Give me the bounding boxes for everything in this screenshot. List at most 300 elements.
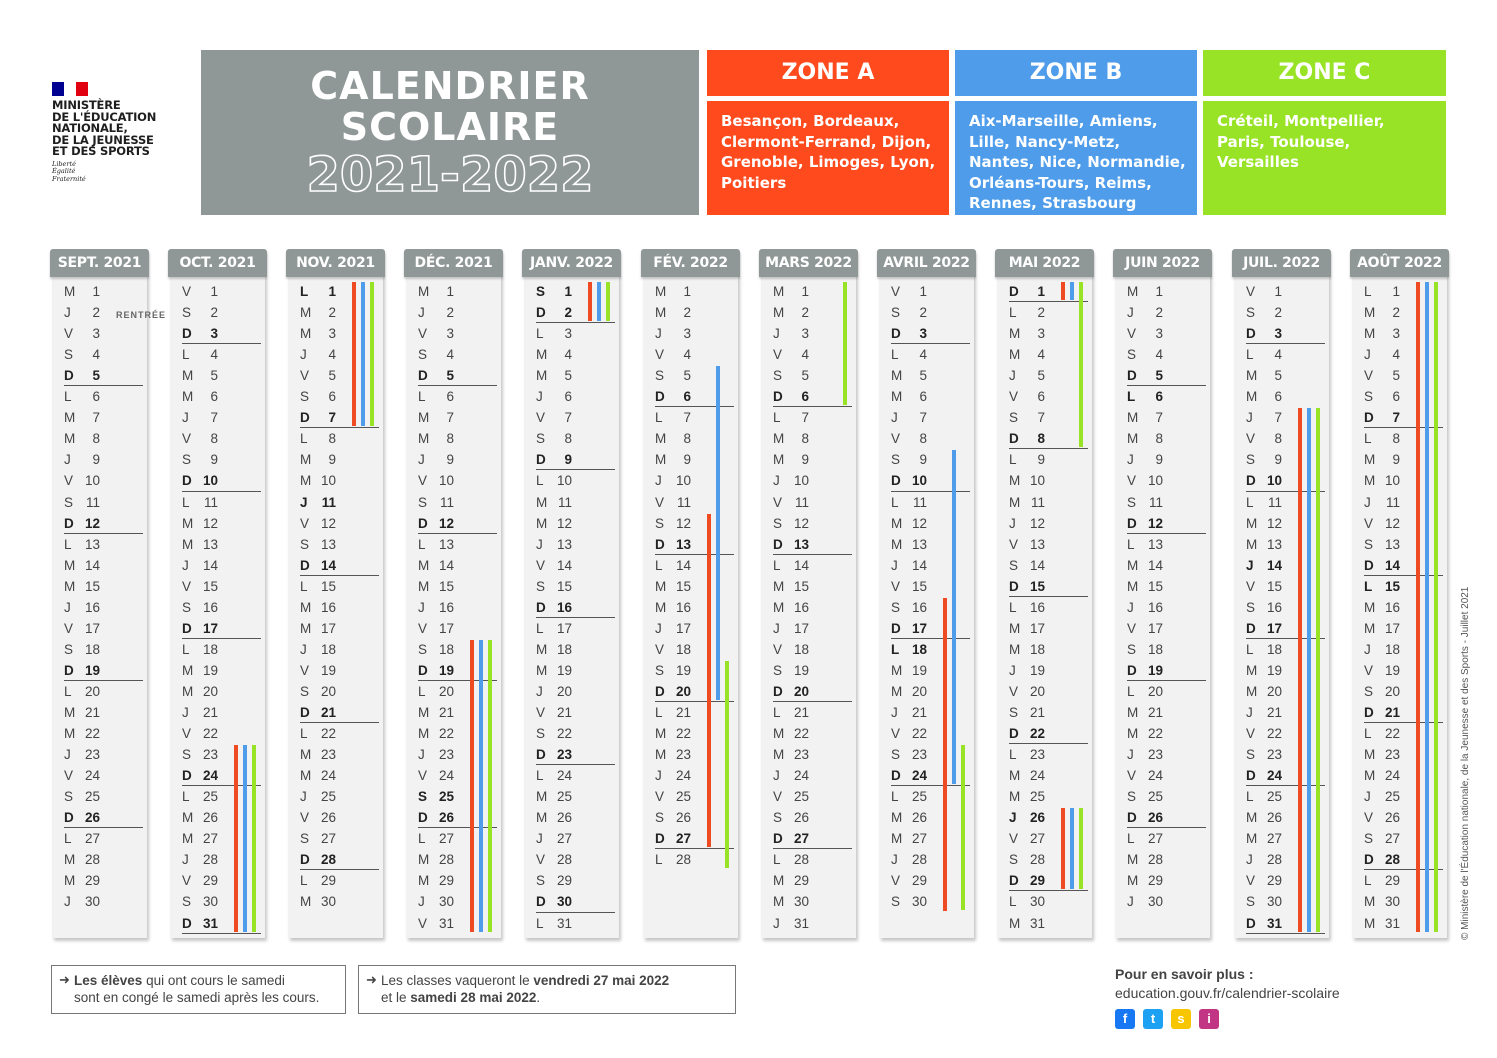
day-row: V 13 xyxy=(1009,536,1045,552)
day-row: M 12 xyxy=(536,515,572,531)
day-row: S 11 xyxy=(64,494,100,510)
day-row: J 2 RENTRÉE xyxy=(64,302,100,323)
day-row: D 26 xyxy=(64,810,100,826)
day-row: D 19 xyxy=(64,662,100,678)
day-row: M 19 xyxy=(891,662,927,678)
vacation-bar xyxy=(1298,408,1302,931)
day-row: V 22 xyxy=(182,726,218,742)
title-line-2: SCOLAIRE xyxy=(340,105,560,149)
day-row: M 28 xyxy=(418,852,454,868)
day-row: M 22 xyxy=(655,726,691,742)
day-row: S 18 xyxy=(64,641,100,657)
day-row: J 2 xyxy=(1127,305,1163,321)
day-row: M 22 xyxy=(1127,726,1163,742)
day-row: S 4 xyxy=(1127,347,1163,363)
day-row: M 4 xyxy=(1009,347,1045,363)
day-row: V 5 xyxy=(300,368,336,384)
day-row: J 20 xyxy=(536,683,572,699)
day-row: L 18 xyxy=(1246,641,1282,657)
vacation-bar xyxy=(943,598,947,911)
day-row: J 25 xyxy=(300,789,336,805)
day-row: V 15 xyxy=(182,578,218,594)
day-row: J 30 xyxy=(64,894,100,910)
note-text: qui ont cours le samedi xyxy=(142,973,285,988)
day-row: D 27 xyxy=(655,831,691,847)
day-row: J 14 xyxy=(891,557,927,573)
day-row: M 2 xyxy=(773,305,809,321)
vacation-bar xyxy=(1061,808,1065,889)
day-row: S 13 xyxy=(300,536,336,552)
note-text: Les classes vaqueront le xyxy=(381,973,534,988)
day-row: J 11 xyxy=(300,494,336,510)
day-row: V 26 xyxy=(300,810,336,826)
month-header: MAI 2022 xyxy=(995,249,1094,277)
day-row: M 28 xyxy=(1127,852,1163,868)
day-row: M 18 xyxy=(536,641,572,657)
vacation-bar xyxy=(843,282,847,405)
day-row: M 1 xyxy=(655,284,691,299)
day-row: S 21 xyxy=(1009,705,1045,720)
day-row: M 30 xyxy=(300,894,336,910)
day-row: S 16 xyxy=(891,599,927,615)
day-row: M 7 xyxy=(64,410,100,426)
day-row: L 6 xyxy=(418,389,454,405)
day-row: M 1 xyxy=(64,284,100,299)
day-row: S 15 xyxy=(536,578,572,594)
day-row: V 18 xyxy=(655,641,691,657)
day-row: M 5 xyxy=(891,368,927,384)
day-row: L 14 xyxy=(773,557,809,573)
day-row: D 19 xyxy=(418,662,454,678)
day-row: J 26 xyxy=(1009,810,1045,826)
republic-flag-icon xyxy=(52,82,88,96)
day-row: L 25 xyxy=(182,789,218,805)
day-row: V 25 xyxy=(655,789,691,805)
day-row: S 16 xyxy=(1246,599,1282,615)
month-column xyxy=(879,250,974,938)
day-row: J 9 xyxy=(1127,452,1163,468)
day-row: L 10 xyxy=(536,473,572,489)
note-bold-date-2: samedi 28 mai 2022 xyxy=(410,990,537,1005)
day-row: S 9 xyxy=(891,452,927,468)
day-row: M 5 xyxy=(1246,368,1282,384)
day-row: S 6 xyxy=(1364,389,1400,405)
vacation-bar xyxy=(588,282,592,321)
day-row: M 5 xyxy=(536,368,572,384)
day-row: S 22 xyxy=(536,726,572,742)
day-row: L 28 xyxy=(773,852,809,868)
day-row: S 14 xyxy=(1009,557,1045,573)
day-row: D 21 xyxy=(1364,705,1400,720)
vacation-bar xyxy=(1070,282,1074,300)
day-row: V 17 xyxy=(1127,620,1163,636)
day-row: S 29 xyxy=(536,873,572,889)
day-row: D 21 xyxy=(300,705,336,720)
bridge-note xyxy=(358,965,736,1014)
twitter-icon[interactable]: t xyxy=(1143,1009,1163,1029)
day-row: M 8 xyxy=(418,431,454,447)
day-row: J 4 xyxy=(1364,347,1400,363)
day-row: M 17 xyxy=(1009,620,1045,636)
day-row: D 12 xyxy=(64,515,100,531)
day-row: V 11 xyxy=(773,494,809,510)
day-row: D 12 xyxy=(418,515,454,531)
month-header: MARS 2022 xyxy=(759,249,858,277)
vacation-bar xyxy=(1425,282,1429,932)
day-row: S 30 xyxy=(1246,894,1282,910)
day-row: M 26 xyxy=(1246,810,1282,826)
day-row: S 9 xyxy=(1246,452,1282,468)
instagram-icon[interactable]: i xyxy=(1199,1009,1219,1029)
day-row: V 1 xyxy=(182,284,218,299)
vacation-bar xyxy=(479,640,483,932)
day-row: V 8 xyxy=(891,431,927,447)
day-row: L 21 xyxy=(655,705,691,720)
month-header: FÉV. 2022 xyxy=(641,249,740,277)
day-row: M 2 xyxy=(655,305,691,321)
month-column xyxy=(1234,250,1329,938)
day-row: M 25 xyxy=(1009,789,1045,805)
day-row: J 24 xyxy=(773,768,809,784)
day-row: M 6 xyxy=(1246,389,1282,405)
day-row: V 8 xyxy=(182,431,218,447)
day-row: M 15 xyxy=(1127,578,1163,594)
day-row: L 16 xyxy=(1009,599,1045,615)
month-header: OCT. 2021 xyxy=(168,249,267,277)
day-row: M 30 xyxy=(773,894,809,910)
social-links xyxy=(1115,1009,1219,1029)
day-row: M 8 xyxy=(773,431,809,447)
day-row: M 23 xyxy=(1364,747,1400,763)
ministry-name: MINISTÈRE DE L'ÉDUCATION NATIONALE, DE LA JEUNESSE ET DES SPORTS xyxy=(52,98,157,158)
day-row: S 27 xyxy=(300,831,336,847)
day-row: D 8 xyxy=(1009,431,1045,447)
day-row: J 30 xyxy=(418,894,454,910)
day-row: D 20 xyxy=(655,683,691,699)
day-row: V 17 xyxy=(418,620,454,636)
day-row: J 17 xyxy=(773,620,809,636)
day-row: M 23 xyxy=(655,747,691,763)
day-row: D 20 xyxy=(773,683,809,699)
day-row: D 16 xyxy=(536,599,572,615)
week-separator xyxy=(182,933,261,934)
day-row: M 16 xyxy=(1364,599,1400,615)
month-header: AOÛT 2022 xyxy=(1350,249,1449,277)
month-column xyxy=(288,250,383,938)
month-column xyxy=(524,250,619,938)
day-row: S 30 xyxy=(182,894,218,910)
month-column xyxy=(1115,250,1210,938)
day-row: J 18 xyxy=(300,641,336,657)
day-row: J 30 xyxy=(1127,894,1163,910)
day-row: S 9 xyxy=(182,452,218,468)
day-row: D 31 xyxy=(182,915,218,931)
day-row: V 7 xyxy=(536,410,572,426)
day-row: D 5 xyxy=(64,368,100,384)
day-row: L 13 xyxy=(1127,536,1163,552)
day-row: J 11 xyxy=(1364,494,1400,510)
month-header: NOV. 2021 xyxy=(286,249,385,277)
arrow-right-icon: ➜ xyxy=(59,972,70,987)
month-column xyxy=(52,250,167,938)
day-row: M 14 xyxy=(1127,557,1163,573)
day-row: V 18 xyxy=(773,641,809,657)
day-row: J 16 xyxy=(64,599,100,615)
day-row: J 2 xyxy=(418,305,454,321)
day-row: M 17 xyxy=(300,620,336,636)
day-row: D 13 xyxy=(655,536,691,552)
week-separator xyxy=(1246,933,1325,934)
day-row: D 10 xyxy=(182,473,218,489)
day-row: M 15 xyxy=(655,578,691,594)
day-row: D 28 xyxy=(300,852,336,868)
vacation-bar xyxy=(961,745,965,910)
day-row: M 15 xyxy=(773,578,809,594)
day-row: L 20 xyxy=(1127,683,1163,699)
day-row: L 31 xyxy=(536,915,572,931)
day-row: S 30 xyxy=(891,894,927,910)
day-row: S 18 xyxy=(1127,641,1163,657)
more-info-link[interactable]: education.gouv.fr/calendrier-scolaire xyxy=(1115,985,1340,1001)
day-row: M 2 xyxy=(1364,305,1400,321)
copyright: © Ministère de l'Éducation nationale, de la Jeunesse et des Sports - Juillet 2021 xyxy=(1460,586,1471,940)
day-row: V 29 xyxy=(1246,873,1282,889)
day-row: J 16 xyxy=(1127,599,1163,615)
day-row: S 5 xyxy=(773,368,809,384)
vacation-bar xyxy=(370,282,374,426)
month-header: JUIL. 2022 xyxy=(1232,249,1331,277)
day-row: M 12 xyxy=(891,515,927,531)
day-row: D 3 xyxy=(891,326,927,342)
day-row: L 11 xyxy=(182,494,218,510)
day-row: L 11 xyxy=(1246,494,1282,510)
day-row: D 23 xyxy=(536,747,572,763)
day-row: S 4 xyxy=(418,347,454,363)
day-row: M 22 xyxy=(773,726,809,742)
day-row: S 11 xyxy=(1127,494,1163,510)
day-row: V 10 xyxy=(64,473,100,489)
day-row: D 5 xyxy=(418,368,454,384)
title-block xyxy=(201,50,699,215)
day-row: D 7 xyxy=(1364,410,1400,426)
day-row: V 29 xyxy=(891,873,927,889)
snapchat-icon[interactable]: s xyxy=(1171,1009,1191,1029)
day-row: V 26 xyxy=(1364,810,1400,826)
day-row: L 27 xyxy=(64,831,100,847)
day-row: L 1 xyxy=(1364,284,1400,299)
day-row: M 24 xyxy=(1364,768,1400,784)
day-row: L 4 xyxy=(1246,347,1282,363)
day-row: J 7 xyxy=(182,410,218,426)
day-row: S 11 xyxy=(418,494,454,510)
day-row: D 3 xyxy=(1246,326,1282,342)
vacation-bar xyxy=(361,282,365,426)
day-row: M 29 xyxy=(418,873,454,889)
day-row: S 19 xyxy=(655,662,691,678)
day-row: D 19 xyxy=(1127,662,1163,678)
day-row: J 3 xyxy=(655,326,691,342)
day-row: L 2 xyxy=(1009,305,1045,321)
day-row: S 25 xyxy=(1127,789,1163,805)
vacation-bar xyxy=(1434,282,1438,932)
day-row: L 8 xyxy=(1364,431,1400,447)
day-row: L 28 xyxy=(655,852,691,868)
day-row: S 16 xyxy=(182,599,218,615)
day-row: V 15 xyxy=(1246,578,1282,594)
day-row: D 29 xyxy=(1009,873,1045,889)
day-row: S 20 xyxy=(1364,683,1400,699)
day-row: M 2 xyxy=(300,305,336,321)
month-header: SEPT. 2021 xyxy=(50,249,149,277)
day-row: D 26 xyxy=(1127,810,1163,826)
vacation-bar xyxy=(707,514,711,848)
more-info-label: Pour en savoir plus : xyxy=(1115,966,1254,982)
day-row: L 13 xyxy=(418,536,454,552)
day-row: M 24 xyxy=(1009,768,1045,784)
day-row: V 1 xyxy=(891,284,927,299)
day-row: M 22 xyxy=(418,726,454,742)
vacation-bar xyxy=(234,745,238,931)
day-row: S 2 xyxy=(891,305,927,321)
day-row: D 28 xyxy=(1364,852,1400,868)
day-row: J 12 xyxy=(1009,515,1045,531)
day-row: L 7 xyxy=(773,410,809,426)
day-row: L 6 xyxy=(1127,389,1163,405)
day-row: J 19 xyxy=(1009,662,1045,678)
month-column xyxy=(170,250,265,938)
facebook-icon[interactable]: f xyxy=(1115,1009,1135,1029)
vacation-bar xyxy=(1079,808,1083,889)
day-row: M 7 xyxy=(418,410,454,426)
day-row: V 24 xyxy=(64,768,100,784)
day-row: M 15 xyxy=(418,578,454,594)
day-row: V 29 xyxy=(182,873,218,889)
vacation-bar xyxy=(952,450,956,784)
day-row: L 30 xyxy=(1009,894,1045,910)
title-line-1: CALENDRIER xyxy=(310,64,590,108)
day-row: J 5 xyxy=(1009,368,1045,384)
day-row: M 10 xyxy=(300,473,336,489)
day-row: D 13 xyxy=(773,536,809,552)
day-row: D 7 xyxy=(300,410,336,426)
day-row: M 14 xyxy=(64,557,100,573)
day-row: D 31 xyxy=(1246,915,1282,931)
day-row: V 15 xyxy=(891,578,927,594)
day-row: M 19 xyxy=(536,662,572,678)
day-row: V 3 xyxy=(1127,326,1163,342)
day-row: M 20 xyxy=(1246,683,1282,699)
vacation-bar xyxy=(716,366,720,700)
day-row: J 7 xyxy=(1246,410,1282,426)
day-row: L 23 xyxy=(1009,747,1045,763)
rentree-label: RENTRÉE xyxy=(116,310,167,321)
day-row: L 15 xyxy=(1364,578,1400,594)
day-row: M 6 xyxy=(891,389,927,405)
day-row: D 17 xyxy=(891,620,927,636)
day-row: L 9 xyxy=(1009,452,1045,468)
day-row: S 4 xyxy=(64,347,100,363)
day-row: D 3 xyxy=(182,326,218,342)
day-row: M 26 xyxy=(536,810,572,826)
day-row: S 6 xyxy=(300,389,336,405)
day-row: L 27 xyxy=(1127,831,1163,847)
day-row: J 17 xyxy=(655,620,691,636)
month-header: JUIN 2022 xyxy=(1113,249,1212,277)
day-row: J 10 xyxy=(773,473,809,489)
vacation-bar xyxy=(1307,408,1311,931)
day-row: J 9 xyxy=(64,452,100,468)
day-row: D 17 xyxy=(182,620,218,636)
vacation-bar xyxy=(1416,282,1420,932)
day-row: M 27 xyxy=(891,831,927,847)
day-row: V 4 xyxy=(655,347,691,363)
day-row: L 14 xyxy=(655,557,691,573)
day-row: M 26 xyxy=(182,810,218,826)
day-row: V 1 xyxy=(1246,284,1282,299)
day-row: M 3 xyxy=(300,326,336,342)
day-row: J 24 xyxy=(655,768,691,784)
day-row: J 21 xyxy=(182,705,218,720)
day-row: M 9 xyxy=(655,452,691,468)
day-row: M 16 xyxy=(300,599,336,615)
day-row: M 20 xyxy=(891,683,927,699)
day-row: D 5 xyxy=(1127,368,1163,384)
day-row: M 10 xyxy=(1009,473,1045,489)
day-row: L 4 xyxy=(891,347,927,363)
day-row: M 14 xyxy=(418,557,454,573)
day-row: D 10 xyxy=(1246,473,1282,489)
day-row: M 1 xyxy=(773,284,809,299)
day-row: S 12 xyxy=(655,515,691,531)
day-row: M 29 xyxy=(64,873,100,889)
day-row: M 9 xyxy=(773,452,809,468)
day-row: M 22 xyxy=(64,726,100,742)
day-row: M 21 xyxy=(64,705,100,720)
arrow-right-icon: ➜ xyxy=(366,972,377,987)
day-row: V 22 xyxy=(891,726,927,742)
day-row: J 28 xyxy=(1246,852,1282,868)
day-row: M 8 xyxy=(1127,431,1163,447)
day-row: S 19 xyxy=(773,662,809,678)
day-row: V 4 xyxy=(773,347,809,363)
day-row: S 1 xyxy=(536,284,572,299)
day-row: S 23 xyxy=(182,747,218,763)
day-row: M 19 xyxy=(1246,662,1282,678)
day-row: D 6 xyxy=(655,389,691,405)
day-row: S 26 xyxy=(655,810,691,826)
day-row: M 30 xyxy=(1364,894,1400,910)
note-bold-date-1: vendredi 27 mai 2022 xyxy=(533,973,670,988)
day-row: S 23 xyxy=(891,747,927,763)
day-row: L 11 xyxy=(891,494,927,510)
vacation-bar xyxy=(470,640,474,932)
day-row: V 3 xyxy=(418,326,454,342)
day-row: M 3 xyxy=(1364,326,1400,342)
ministry-logo xyxy=(52,82,192,183)
day-row: M 13 xyxy=(891,536,927,552)
day-row: L 1 xyxy=(300,284,336,299)
zone-b-cities: Aix-Marseille, Amiens, Lille, Nancy-Metz, Nantes, Nice, Normandie, Orléans-Tours, Reims, Rennes, Strasbourg xyxy=(955,101,1197,215)
day-row: M 31 xyxy=(1009,915,1045,931)
day-row: J 28 xyxy=(182,852,218,868)
day-row: J 7 xyxy=(891,410,927,426)
day-row: M 16 xyxy=(773,599,809,615)
day-row: S 28 xyxy=(1009,852,1045,868)
day-row: D 26 xyxy=(418,810,454,826)
day-row: J 31 xyxy=(773,915,809,931)
day-row: J 4 xyxy=(300,347,336,363)
day-row: D 22 xyxy=(1009,726,1045,742)
